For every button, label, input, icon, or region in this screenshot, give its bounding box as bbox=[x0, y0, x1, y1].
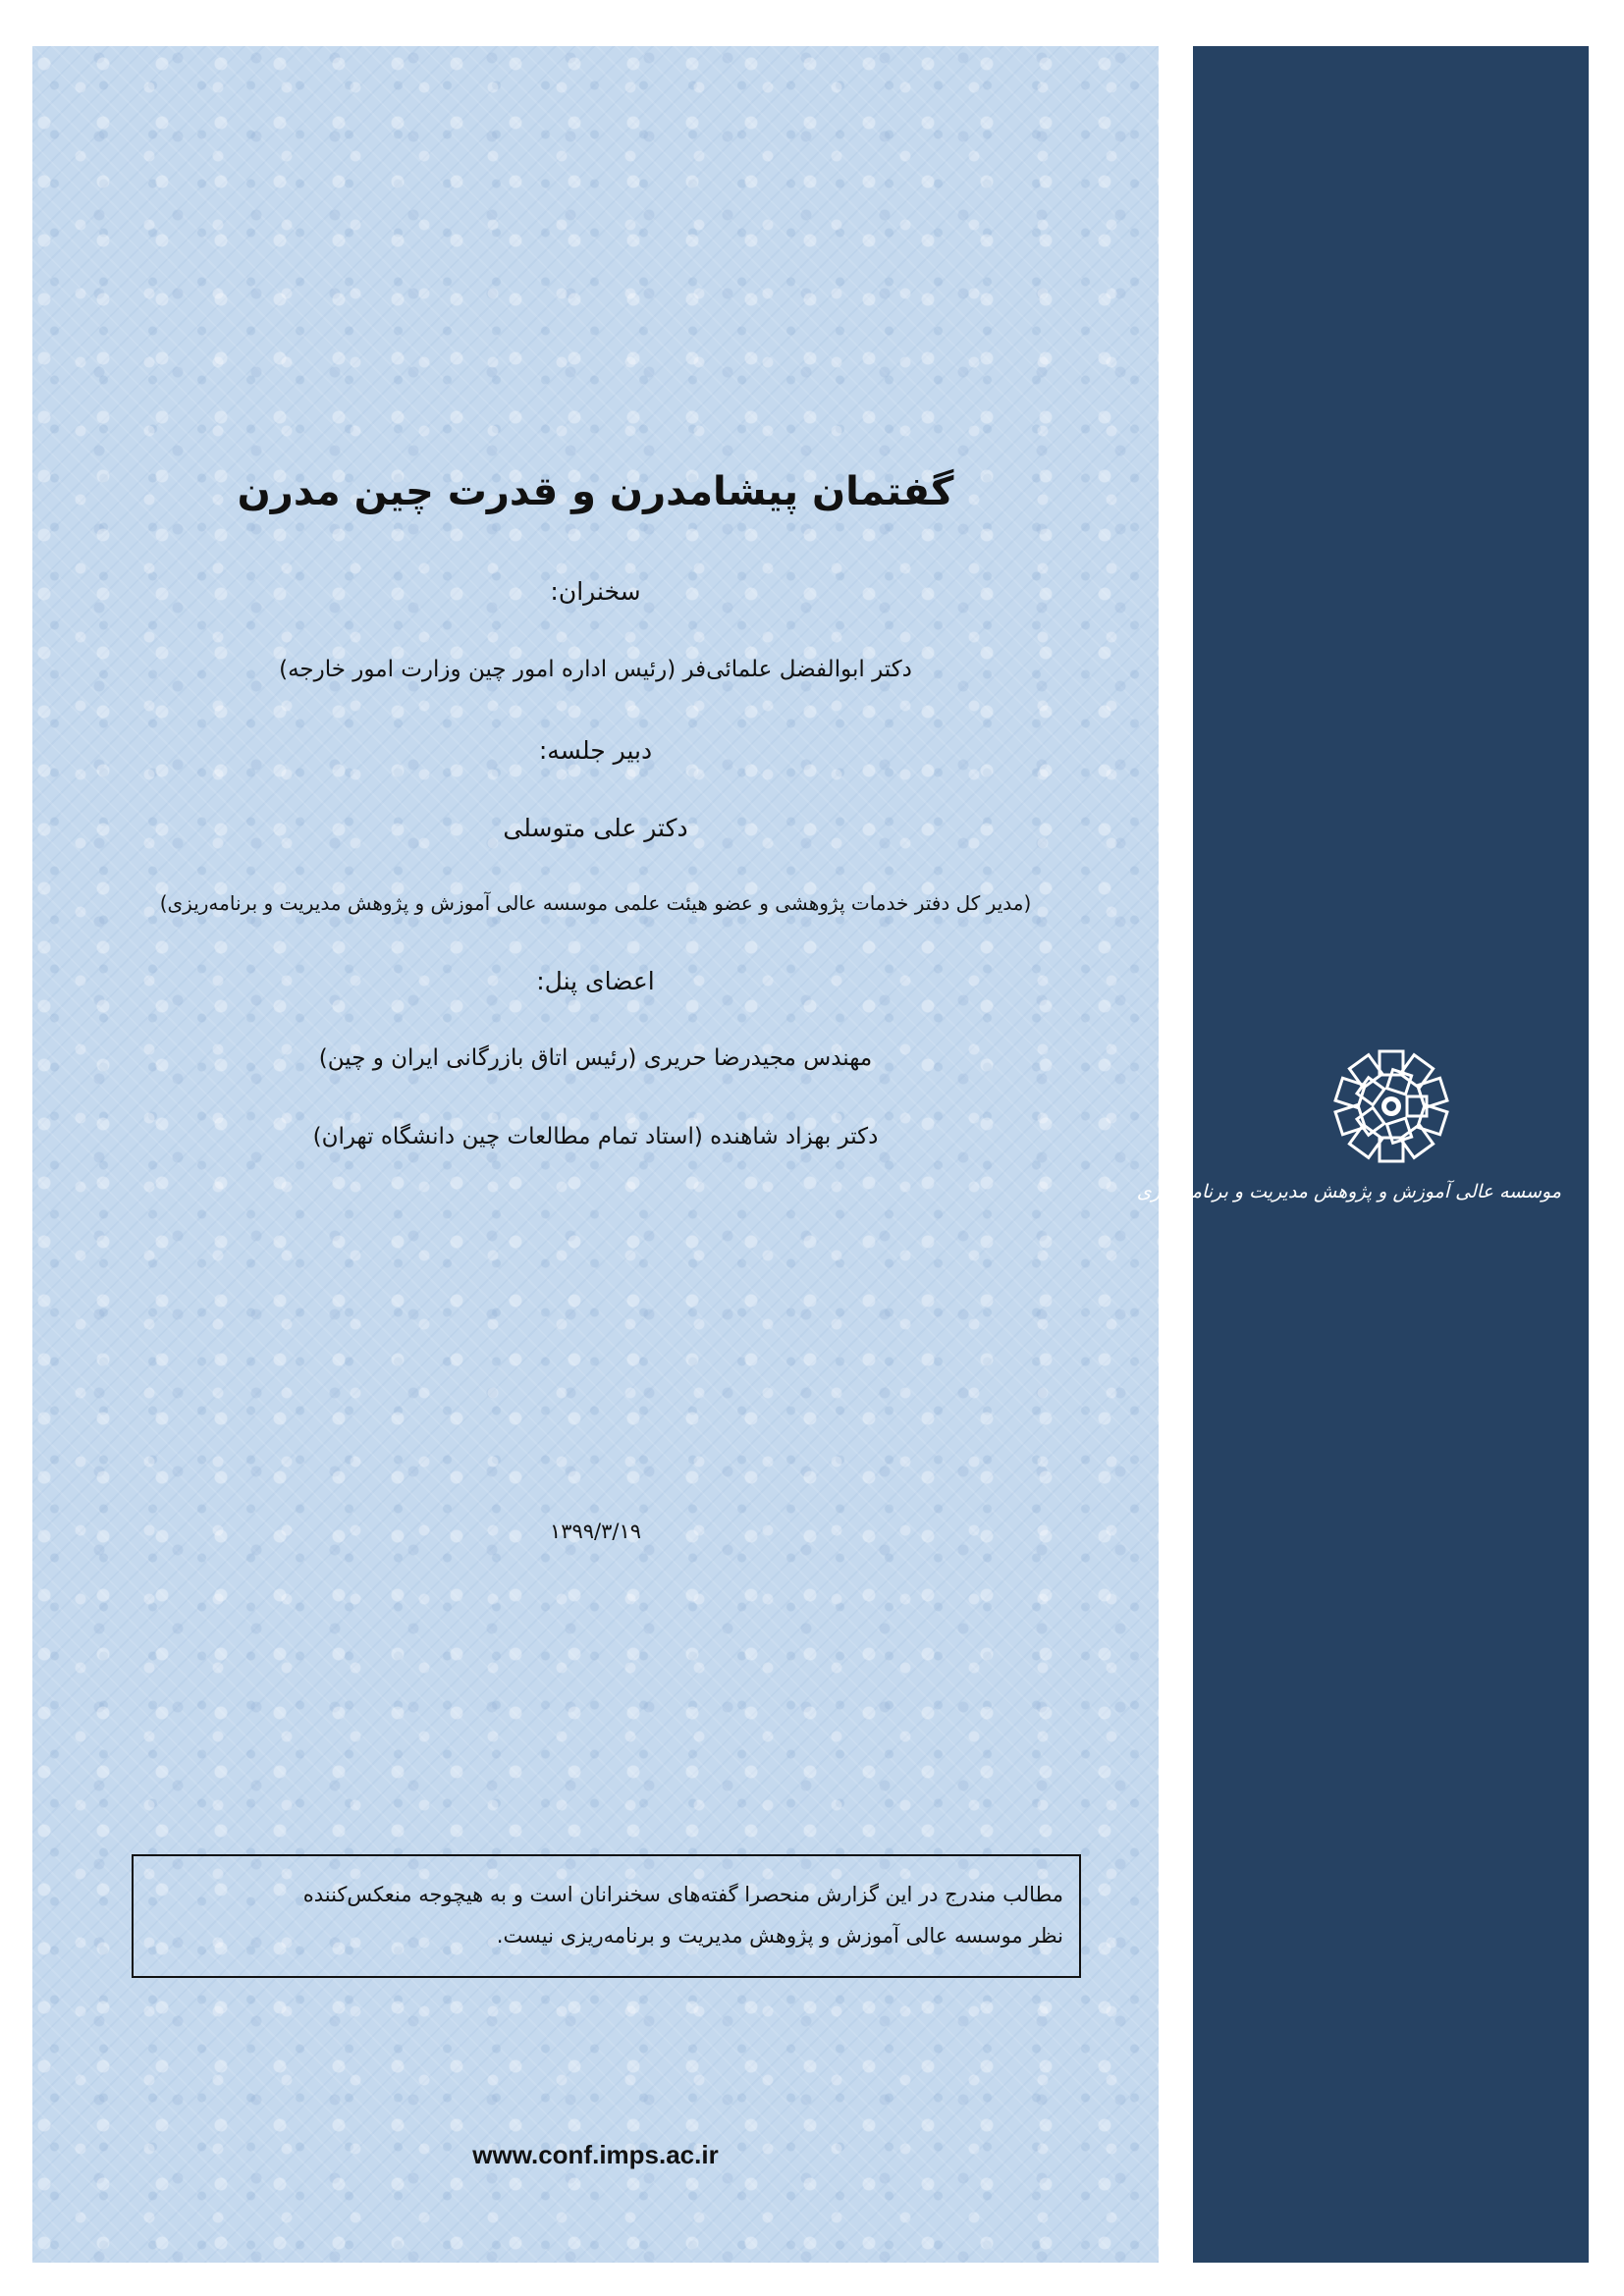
panel-member-1: مهندس مجیدرضا حریری (رئیس اتاق بازرگانی ایران و چین) bbox=[318, 1045, 873, 1071]
report-date: ۱۳۹۹/۳/۱۹ bbox=[549, 1520, 642, 1543]
document-title: گفتمان پیشامدرن و قدرت چین مدرن bbox=[237, 469, 954, 514]
secretary-name: دکتر علی متوسلی bbox=[503, 814, 688, 842]
secretary-role: (مدیر کل دفتر خدمات پژوهشی و عضو هیئت علمی موسسه عالی آموزش و پژوهش مدیریت و برنامه‌ریزی) bbox=[159, 891, 1032, 915]
disclaimer-line-2: نظر موسسه عالی آموزش و پژوهش مدیریت و برنامه‌ریزی نیست. bbox=[496, 1924, 1063, 1948]
panel-member-2: دکتر بهزاد شاهنده (استاد تمام مطالعات چین دانشگاه تهران) bbox=[312, 1124, 879, 1149]
disclaimer-line-1: مطالب مندرج در این گزارش منحصرا گفته‌های سخنرانان است و به هیچوجه منعکس‌کننده bbox=[302, 1883, 1063, 1906]
institute-logo-caption: موسسه عالی آموزش و پژوهش مدیریت و برنامه ریزی bbox=[1136, 1181, 1561, 1202]
speakers-label: سخنران: bbox=[550, 577, 641, 606]
speaker-line: دکتر ابوالفضل علمائی‌فر (رئیس اداره امور چین وزارت امور خارجه) bbox=[279, 657, 912, 682]
disclaimer-box bbox=[132, 1854, 1081, 1978]
panel-members-label: اعضای پنل: bbox=[536, 967, 655, 995]
website-url: www.conf.imps.ac.ir bbox=[472, 2140, 719, 2169]
secretary-label: دبیر جلسه: bbox=[538, 736, 653, 765]
institute-logo-icon bbox=[1330, 1045, 1452, 1167]
